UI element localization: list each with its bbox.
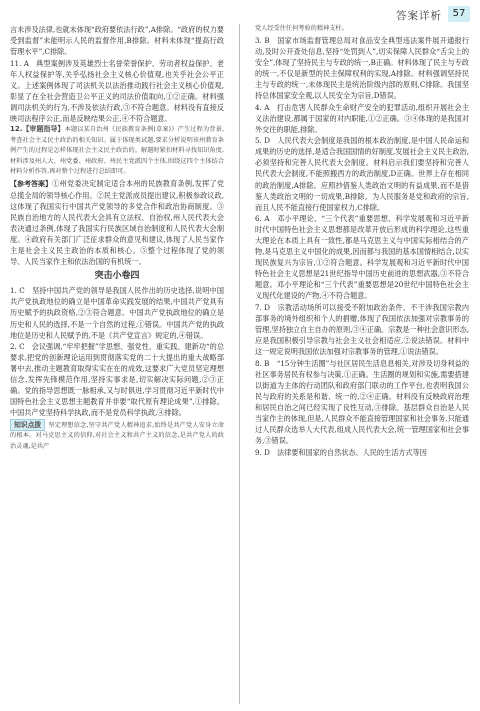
tip-continuation: 党人经受住任何考验的精神支柱。 <box>255 25 348 32</box>
reference-label: 【参考答案】 <box>10 179 52 188</box>
answer-4: 4. A 打击危害人民群众生命财产安全的犯罪活动,组织开展社会主义法治建设,都属于国家的对内职能,①②正确。③④体现的是我国对外交往的职能,排除。 <box>255 102 469 134</box>
page-header <box>0 4 480 26</box>
answer-6: 6. A 邓小平理论、“三个代表”重要思想、科学发展观和习近平新时代中国特色社会主义思想都是改革开放后形成的科学理论,这些重大理论在本质上具有一致性,都是马克思主义与中国实际相结合的产物,是马克思主义中国化的成果,因而都与我国的基本国情相结合,以实现民族复兴为宗旨,①②符合题意。科学发展观和习近平新时代中国特色社会主义思想是21世纪指导中国历史前进的思想武器,③不符合题意。邓小平理论和“三个代表”重要思想是20世纪中国特色社会主义现代化建设的产物,④不符合题意。 <box>255 214 469 301</box>
knowledge-tip-text: 坚定理想信念,坚守共产党人精神追求,始终是共产党人安身立命的根本。对马克思主义的信仰,对社会主义和共产主义的信念,是共产党人的政治灵魂,是共产 <box>10 421 224 450</box>
answer-1: 1. C 坚持中国共产党的领导是我国人民作出的历史选择,说明中国共产党执政地位的确立是中国革命实践发展的结果,中国共产党具有历史赋予的执政资格,②③符合题意。中国共产党执政地位的确立是历史和人民的选择,不是一个自然的过程,①错误。中国共产党的执政地位是历史和人民赋予的,不是《共产党宣言》规定的,④错误。 <box>10 286 224 340</box>
answer-2: 2. C 会议强调,“牢牢把握”学思想、强党性、重实践、建新功“的总要求,把党的创新理论运用到贯彻落实党的二十大提出的重大战略部署中去,推动主题教育取得实实在在的成效,这要求广大党员坚定理想信念,发挥先锋模范作用,坚持实事求是,切实解决实际问题,②③正确。党的指导思想既一脉相承,又与时俱进,学习贯彻习近平新时代中国特色社会主义思想主题教育并非要“取代原有理论成果”,①排除。中国共产党坚持科学执政,而不是党员科学执政,④排除。 <box>10 342 224 418</box>
left-column <box>10 24 224 704</box>
page-number-badge: 57 <box>448 6 470 22</box>
answer-12-reference <box>10 178 224 267</box>
column-divider <box>239 24 240 704</box>
answer-12-guide <box>10 124 224 177</box>
answer-8: 8. B “15分钟生活圈”与社区居民生活息息相关,对涉及切身利益的社区事务居民有权参与决策,①正确。生活圈的规划和实施,需要搭建以街道为主体的行动团队和政府部门联动的工作平台,也表明我国公民与政府的关系是和谐、统一的,②④正确。材料没有反映政府治理和居民自治之间已经实现了良性互动,③排除。基层群众自治是人民当家作主的体现,但是,人民群众不能直接管理国家和社会事务,只能通过人民群众选举人大代表,组成人民代表大会,统一管理国家和社会事务,③错误。 <box>255 358 469 446</box>
answer-7: 7. D 宗教活动场所可以接受不附加政治条件、不干涉我国宗教内部事务的境外组织和个人的捐赠,体现了我国依法加强对宗教事务的管理,坚持独立自主自办的原则,③④正确。宗教是一种社会意识形态,应是我国积极引导宗教与社会主义社会相适应,②说法错误。材料中这一规定说明我国依法加强对宗教事务的管理,①说法错误。 <box>255 303 469 357</box>
answer-11: 11. A 典型案例涉及英雄烈士名誉荣誉保护、劳动者权益保护、老年人权益保护等,关乎弘扬社会主义核心价值观,也关乎社会公平正义。上述案例体现了司法机关以法治推动践行社会主义核心价值观,彰显了在全社会营造卫公平正义的司法价值取向,①②正确。材料强调司法机关的行为,不涉及依法行政,③不符合题意。材料没有直接反映司法程序公正,而是反映结果公正,④不符合题意。 <box>10 58 224 123</box>
guide-label: 12.【审题指导】 <box>10 125 65 134</box>
guide-text: 本题以某自治州《民族教育条例(草案)》产生过程为背景,考查社会主义民主政治的相关知识。属于体现类试题,要求分析说明该州教育条例产生的过程是怎样体现社会主义民主政治的。解题时紧扣材料寻找知识角度,材料涉及州人大、州党委、州政府、州民主党派四个主体,围绕这四个主体结合材料分析作答,再对整个过程进行总结即可。 <box>10 126 224 176</box>
header-title: 答案详析 <box>396 10 442 22</box>
section-title: 突击小卷四 <box>94 271 140 282</box>
reference-text: ①州党委决定制定适合本州的民族教育条例,发挥了党总揽全局的领导核心作用。②民主党派成员提出建议,积极参政议政,这体现了我国实行中国共产党领导的多党合作和政治协商制度。③民族自治地方的人民代表大会具有立法权、自治权,州人民代表大会表决通过条例,体现了我国实行民族区域自治制度和人民代表大会制度。④政府有关部门广泛征求群众的意见和建议,体现了人民当家作主是社会主义民主政治的本质和核心。⑤整个过程体现了党的领导、人民当家作主和依法治国的有机统一。 <box>10 178 224 267</box>
paragraph: 言未涉及法律,也就未体现“政府要依法行政”,A排除。“政府的权力要受到监督”未能明示人民的监督作用,B排除。材料未体现“提高行政管理水平”,C排除。 <box>10 25 224 57</box>
knowledge-tip <box>10 419 224 452</box>
answer-3: 3. B 国家市场监督管理总局对食品安全典型违法案件展开通报行动,及时公开查处信息,坚持“处罚到人”,切实保障人民群众“舌尖上的安全”,体现了坚持民主与专政的统一,B正确。材料体现了民主与专政的统一,不仅是新型的民主保障权利的实现,A排除。材料强调坚持民主与专政的统一,未体现民主是统治阶级内部的原则,C排除。我国坚持总体国家安全观,以人民安全为宗旨,D错误。 <box>255 35 469 101</box>
answer-9: 9. D 法律要和国家的自然状态、人民的生活方式等因 <box>255 447 427 457</box>
answer-5: 5. D 人民代表大会制度是我国的根本政治制度,是中国人民命运和成果的历史的选择,是适合我国国情的好制度,发展社会主义民主政治,必须坚持和完善人民代表大会制度。材料启示我们要坚持和完善人民代表大会制度,不能照搬西方的政治制度,D正确。世界上存在相同的政治制度,A排除。应照抄借鉴人类政治文明的有益成果,而不是借鉴人类政治文明的一切成果,B排除。为人民服务是党和政府的宗旨,而且人民不能直接行使国家权力,C排除。 <box>255 136 469 212</box>
right-column <box>255 24 469 704</box>
knowledge-tip-label: 知识点拨 <box>10 419 45 431</box>
